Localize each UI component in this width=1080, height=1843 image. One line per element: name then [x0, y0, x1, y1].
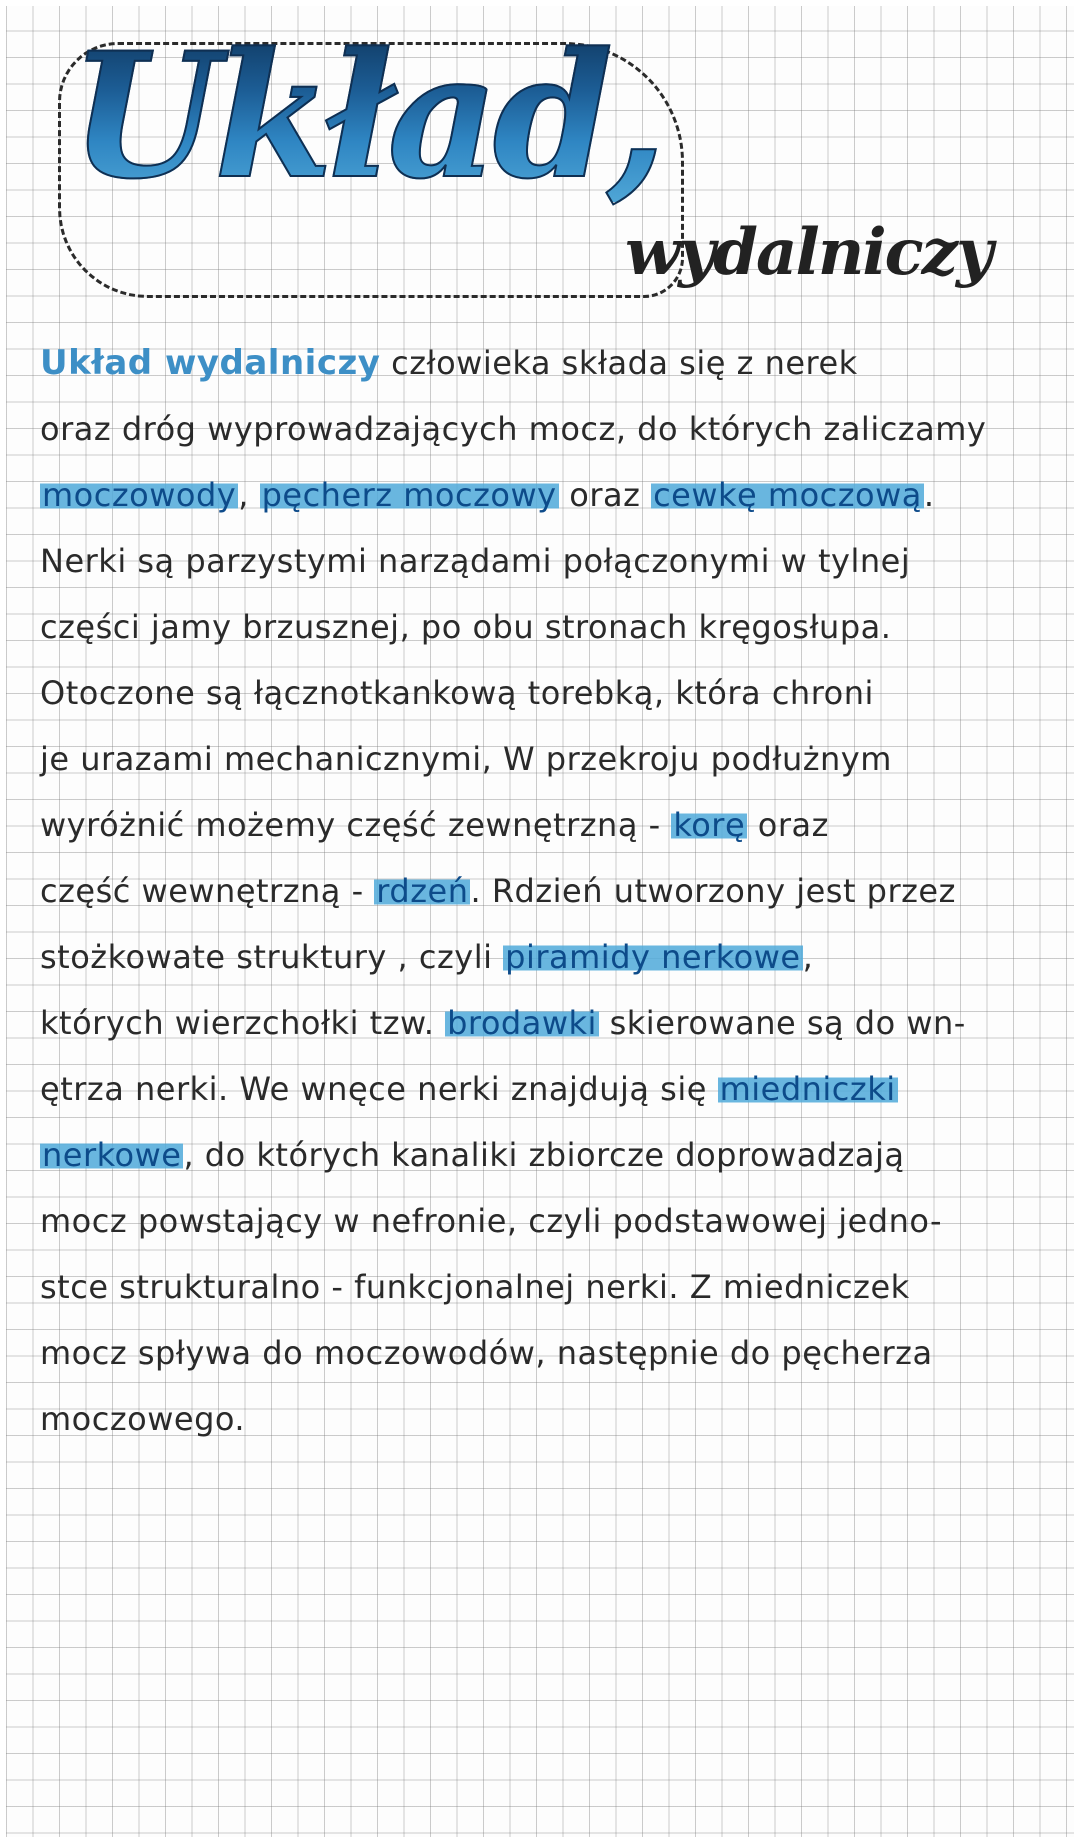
text-segment: stożkowate struktury , czyli [40, 938, 504, 976]
text-segment: , [802, 938, 814, 976]
text-line [40, 528, 1050, 594]
text-segment: , do których kanaliki zbiorcze doprowadzają [183, 1136, 905, 1174]
text-segment: skierowane są do wn- [598, 1004, 966, 1042]
text-segment: . [923, 476, 935, 514]
text-line [40, 396, 1050, 462]
title-area [40, 14, 1060, 320]
text-line [40, 792, 1050, 858]
highlighted-term: moczowody [42, 476, 237, 514]
highlighted-term: piramidy nerkowe [505, 938, 801, 976]
text-line [40, 1386, 1050, 1452]
text-line [40, 594, 1050, 660]
text-segment: moczowego. [40, 1400, 246, 1438]
text-line [40, 858, 1050, 924]
text-line [40, 1122, 1050, 1188]
text-segment: wyróżnić możemy część zewnętrzną - [40, 806, 672, 844]
text-segment: oraz dróg wyprowadzających mocz, do których zaliczamy [40, 410, 987, 448]
highlighted-term: nerkowe [42, 1136, 182, 1174]
highlighted-term: pęcherz moczowy [261, 476, 557, 514]
intro-term: Układ wydalniczy [40, 343, 381, 383]
handwritten-text-block [40, 330, 1050, 1452]
highlighted-term: miedniczki [719, 1070, 896, 1108]
highlighted-term: cewkę moczową [653, 476, 922, 514]
text-line [40, 990, 1050, 1056]
text-segment: Otoczone są łącznotkankową torebką, która chroni [40, 674, 874, 712]
title-subtitle: wydalniczy [625, 215, 992, 290]
text-segment: których wierzchołki tzw. [40, 1004, 446, 1042]
text-line [40, 1254, 1050, 1320]
highlighted-term: rdzeń [376, 872, 469, 910]
text-line [40, 726, 1050, 792]
text-line [40, 924, 1050, 990]
text-line [40, 1320, 1050, 1386]
text-line [40, 660, 1050, 726]
text-line [40, 1056, 1050, 1122]
text-segment: oraz [558, 476, 652, 514]
text-segment: mocz spływa do moczowodów, następnie do pęcherza [40, 1334, 933, 1372]
text-segment: ętrza nerki. We wnęce nerki znajdują się [40, 1070, 718, 1108]
text-segment: oraz [747, 806, 829, 844]
text-segment: , [238, 476, 260, 514]
text-segment: człowieka składa się z nerek [380, 344, 858, 382]
text-line [40, 462, 1050, 528]
text-segment: Nerki są parzystymi narządami połączonymi w tylnej [40, 542, 911, 580]
text-line [40, 330, 1050, 396]
text-segment: mocz powstający w nefronie, czyli podstawowej jedno- [40, 1202, 943, 1240]
text-segment: części jamy brzusznej, po obu stronach kręgosłupa. [40, 608, 892, 646]
text-segment: część wewnętrzną - [40, 872, 375, 910]
highlighted-term: brodawki [447, 1004, 597, 1042]
text-segment: je urazami mechanicznymi, W przekroju podłużnym [40, 740, 892, 778]
highlighted-term: korę [673, 806, 746, 844]
title-main: Układ, [70, 14, 661, 217]
text-segment: stce strukturalno - funkcjonalnej nerki. Z miedniczek [40, 1268, 910, 1306]
text-line [40, 1188, 1050, 1254]
text-segment: . Rdzień utworzony jest przez [470, 872, 956, 910]
